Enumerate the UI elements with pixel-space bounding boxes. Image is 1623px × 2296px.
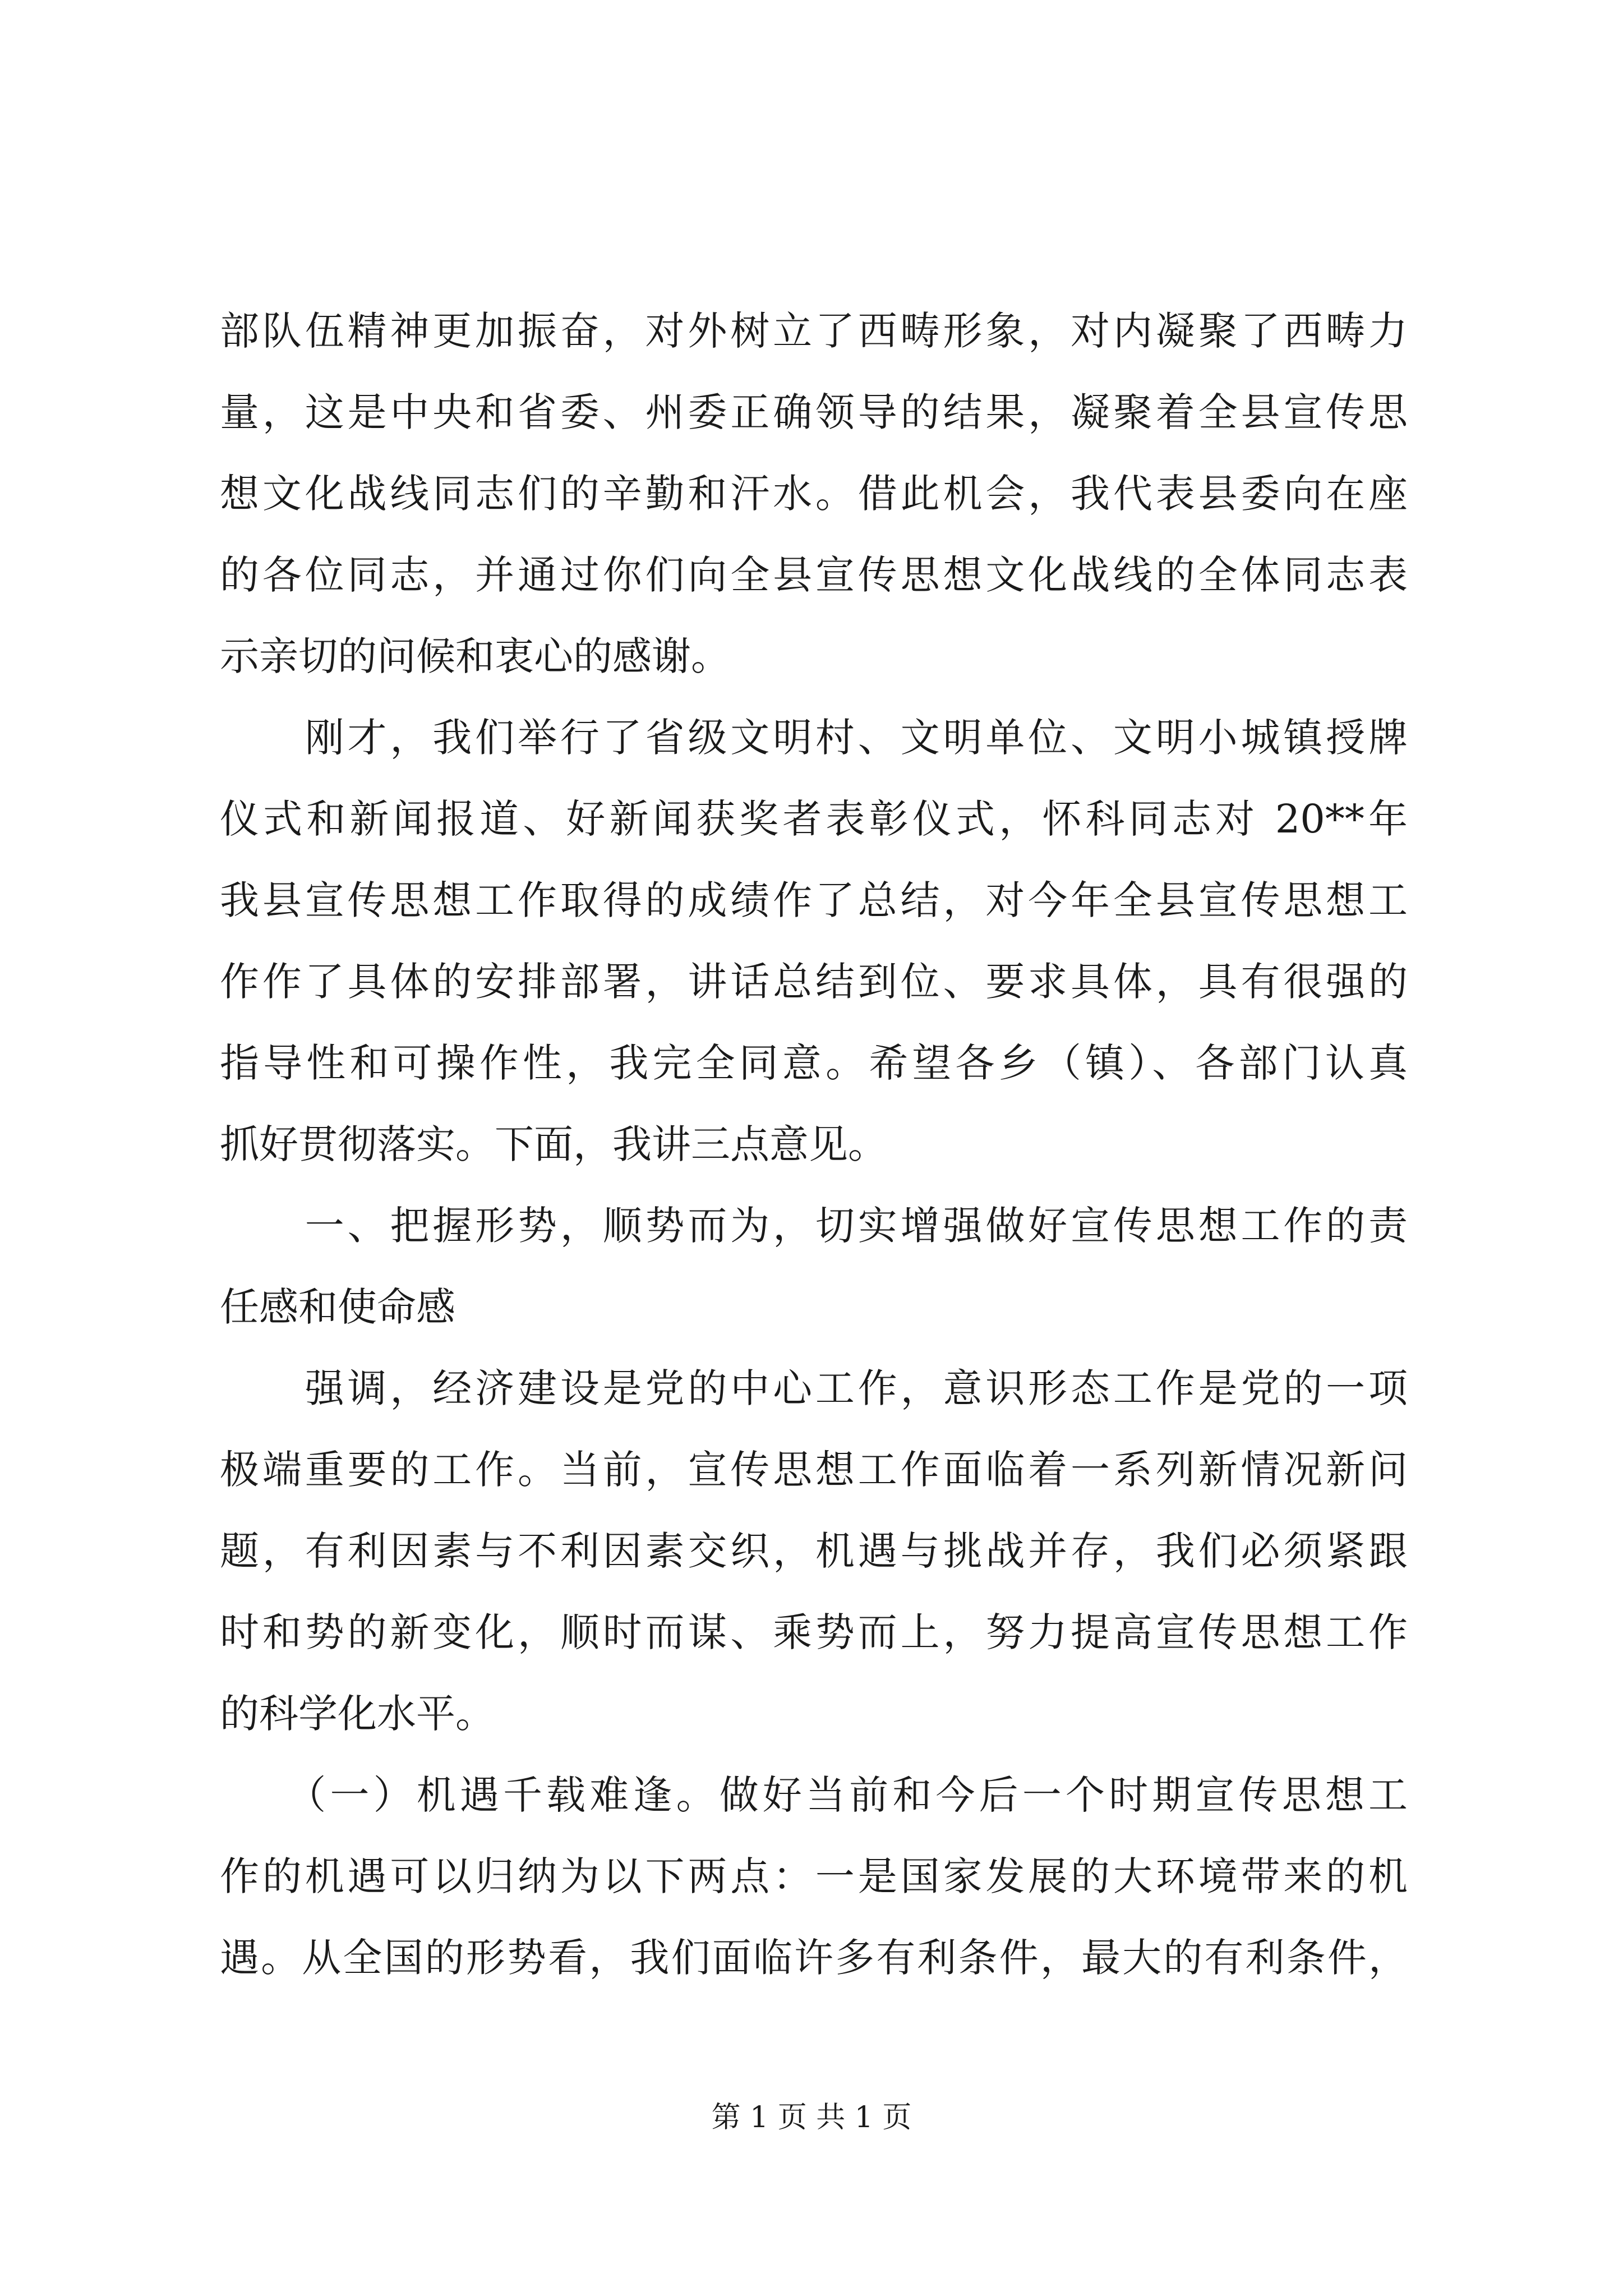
section-heading-line: 任感和使命感 — [220, 1284, 455, 1330]
text-line: 的科学化水平。 — [220, 1691, 495, 1737]
text-line: 仪式和新闻报道、好新闻获奖者表彰仪式，怀科同志对 20**年 — [220, 796, 1408, 842]
text-line: 部队伍精神更加振奋，对外树立了西畴形象，对内凝聚了西畴力 — [220, 308, 1408, 354]
text-line: 我县宣传思想工作取得的成绩作了总结，对今年全县宣传思想工 — [220, 877, 1408, 923]
text-line: 作的机遇可以归纳为以下两点：一是国家发展的大环境带来的机 — [220, 1853, 1408, 1899]
text-line: 极端重要的工作。当前，宣传思想工作面临着一系列新情况新问 — [220, 1447, 1408, 1493]
text-line: 作作了具体的安排部署，讲话总结到位、要求具体，具有很强的 — [220, 959, 1408, 1005]
page-footer: 第 1 页 共 1 页 — [711, 2101, 912, 2134]
text-line: 的各位同志，并通过你们向全县宣传思想文化战线的全体同志表 — [220, 552, 1408, 598]
text-line: 刚才，我们举行了省级文明村、文明单位、文明小城镇授牌 — [220, 715, 1408, 761]
text-line: 时和势的新变化，顺时而谋、乘势而上，努力提高宣传思想工作 — [220, 1609, 1408, 1655]
text-line: 量，这是中央和省委、州委正确领导的结果，凝聚着全县宣传思 — [220, 389, 1408, 435]
text-line: 示亲切的问候和衷心的感谢。 — [220, 633, 730, 679]
text-line: 指导性和可操作性，我完全同意。希望各乡（镇）、各部门认真 — [220, 1040, 1408, 1086]
text-line: 题，有利因素与不利因素交织，机遇与挑战并存，我们必须紧跟 — [220, 1528, 1408, 1574]
section-heading-line: 一、把握形势，顺势而为，切实增强做好宣传思想工作的责 — [220, 1203, 1408, 1249]
text-line: （一）机遇千载难逢。做好当前和今后一个时期宣传思想工 — [220, 1772, 1408, 1818]
text-line: 想文化战线同志们的辛勤和汗水。借此机会，我代表县委向在座 — [220, 471, 1408, 517]
text-line: 抓好贯彻落实。下面，我讲三点意见。 — [220, 1121, 887, 1167]
text-line: 遇。从全国的形势看，我们面临许多有利条件，最大的有利条件， — [220, 1935, 1408, 1981]
body-text — [220, 291, 1408, 1999]
text-line: 强调，经济建设是党的中心工作，意识形态工作是党的一项 — [220, 1365, 1408, 1411]
